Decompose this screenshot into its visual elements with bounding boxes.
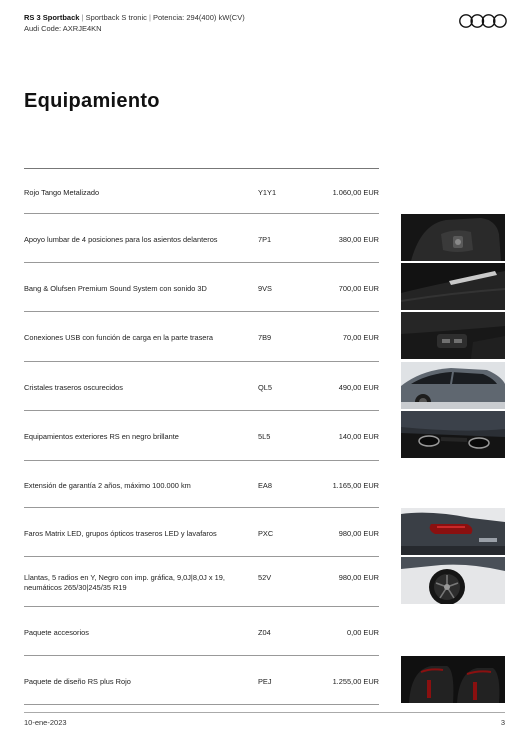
equipment-code: 7P1: [258, 235, 272, 244]
row-divider: [24, 460, 379, 461]
equipment-name: Paquete accesorios: [24, 628, 89, 637]
variant-name: Sportback S tronic: [85, 13, 147, 22]
equipment-code: PXC: [258, 529, 274, 538]
equipment-code: 7B9: [258, 333, 272, 342]
equipment-price: 1.165,00 EUR: [332, 481, 379, 490]
row-divider: [24, 556, 379, 557]
exhaust-black-photo: [401, 411, 505, 458]
wheel-photo: [401, 557, 505, 604]
equipment-code: 5L5: [258, 432, 271, 441]
audi-code: Audi Code: AXRJE4KN: [24, 24, 102, 33]
seat-lumbar-photo: [401, 214, 505, 261]
equipment-name: Cristales traseros oscurecidos: [24, 383, 123, 392]
row-divider: [24, 606, 379, 607]
row-divider: [24, 311, 379, 312]
power-spec: Potencia: 294(400) kW(CV): [153, 13, 245, 22]
equipment-price: 980,00 EUR: [338, 573, 379, 582]
interior-red-photo: [401, 656, 505, 703]
row-divider: [24, 507, 379, 508]
model-name: RS 3 Sportback: [24, 13, 80, 22]
equipment-code: 52V: [258, 573, 272, 582]
equipment-price: 380,00 EUR: [338, 235, 379, 244]
row-divider: [24, 168, 379, 169]
speaker-photo: [401, 263, 505, 310]
equipment-price: 0,00 EUR: [346, 628, 379, 637]
header-separator: |: [81, 13, 84, 22]
equipment-price: 980,00 EUR: [338, 529, 379, 538]
equipment-code: 9VS: [258, 284, 272, 293]
header-separator-2: |: [148, 13, 151, 22]
equipment-name: Extensión de garantía 2 años, máximo 100.000 km: [24, 481, 191, 490]
footer-date: 10-ene-2023: [24, 718, 67, 727]
usb-ports-photo: [401, 312, 505, 359]
document-header: [24, 12, 245, 34]
tinted-windows-photo: [401, 362, 505, 409]
equipment-name: Rojo Tango Metalizado: [24, 188, 100, 197]
equipment-price: 1.060,00 EUR: [332, 188, 379, 197]
equipment-code: Z04: [258, 628, 271, 637]
row-divider: [24, 262, 379, 263]
equipment-name: Faros Matrix LED, grupos ópticos traseros LED y lavafaros: [24, 529, 217, 538]
row-divider: [24, 704, 379, 705]
equipment-name: Equipamientos exteriores RS en negro brillante: [24, 432, 179, 441]
page-number: 3: [500, 718, 505, 727]
header-line-1: [24, 12, 245, 23]
row-divider: [24, 361, 379, 362]
equipment-price: 490,00 EUR: [338, 383, 379, 392]
taillight-photo: [401, 508, 505, 555]
row-divider: [24, 213, 379, 214]
audi-rings-logo: [459, 13, 507, 29]
equipment-price: 700,00 EUR: [338, 284, 379, 293]
equipment-code: QL5: [258, 383, 272, 392]
equipment-name: Conexiones USB con función de carga en la parte trasera: [24, 333, 213, 342]
row-divider: [24, 655, 379, 656]
equipment-code: PEJ: [258, 677, 272, 686]
equipment-name: Llantas, 5 radios en Y, Negro con imp. gráfica, 9,0J|8,0J x 19, neumáticos 265/30|245/35 R19: [24, 573, 225, 592]
equipment-code: EA8: [258, 481, 272, 490]
footer-divider: [24, 712, 505, 713]
equipment-code: Y1Y1: [258, 188, 277, 197]
equipment-name: Bang & Olufsen Premium Sound System con sonido 3D: [24, 284, 207, 293]
row-divider: [24, 410, 379, 411]
equipment-price: 140,00 EUR: [338, 432, 379, 441]
page-title: Equipamiento: [24, 90, 160, 112]
equipment-name: Paquete de diseño RS plus Rojo: [24, 677, 131, 686]
equipment-price: 1.255,00 EUR: [332, 677, 379, 686]
equipment-name: Apoyo lumbar de 4 posiciones para los asientos delanteros: [24, 235, 218, 244]
equipment-price: 70,00 EUR: [342, 333, 379, 342]
